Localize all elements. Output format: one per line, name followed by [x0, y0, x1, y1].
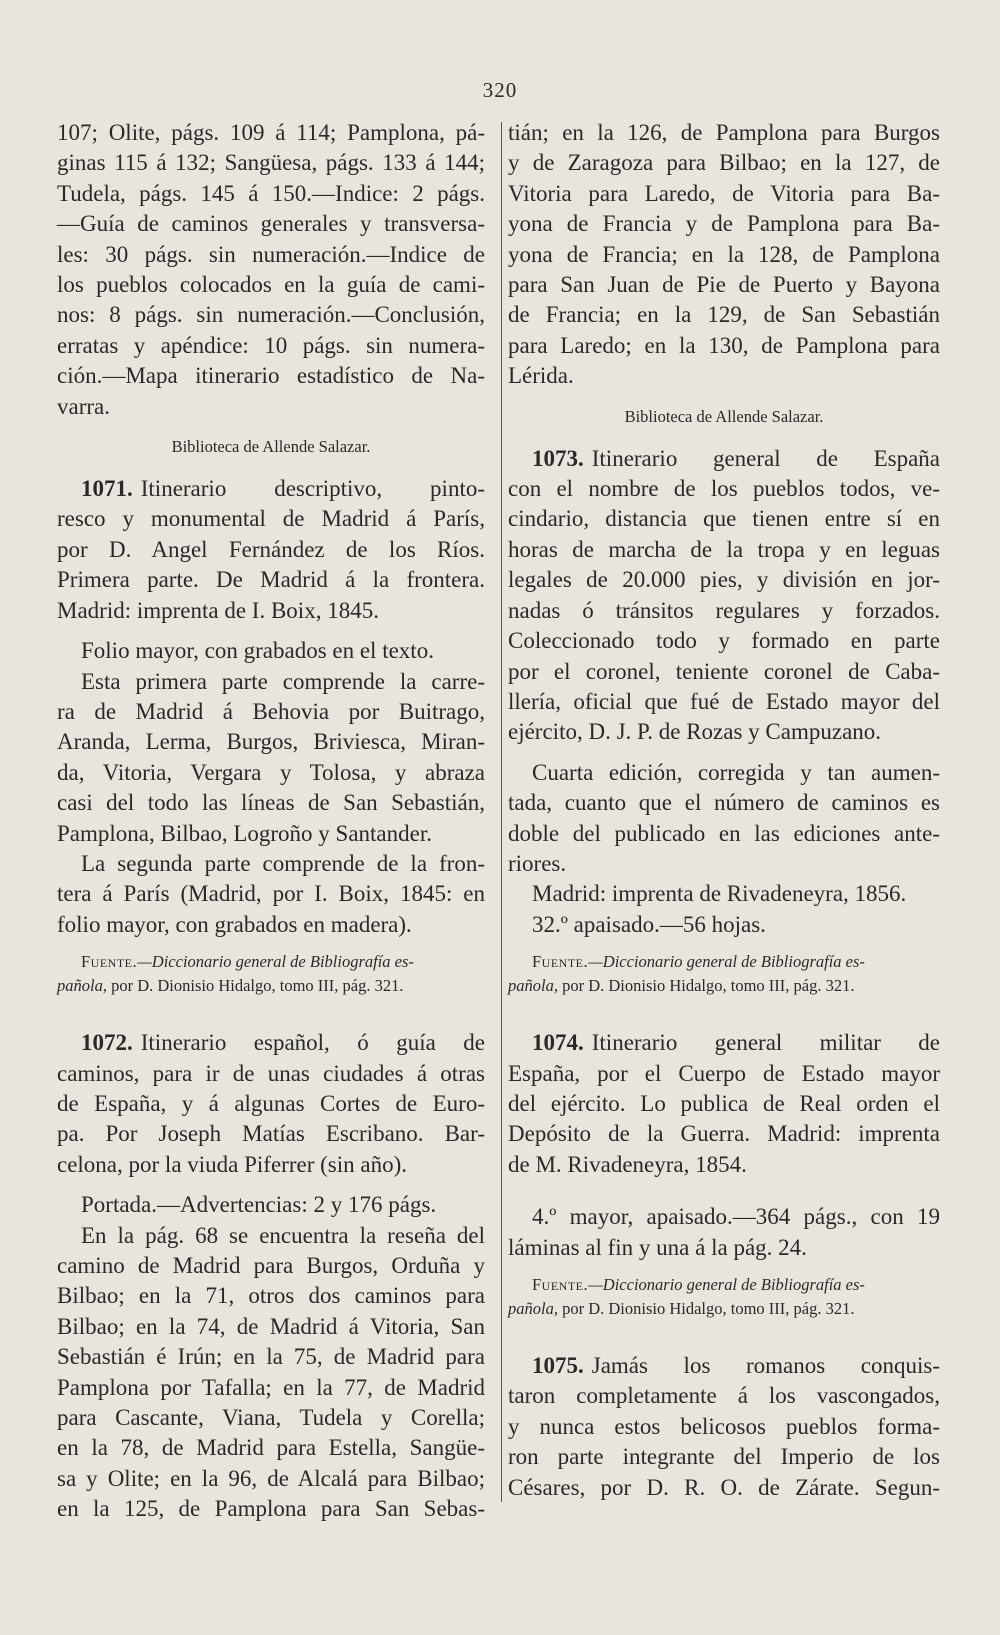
text-line: La segunda parte comprende de la fron- — [81, 850, 485, 876]
source-note: Biblioteca de Allende Salazar. — [624, 406, 824, 426]
text-line: por D. Angel Fernández de los Ríos. — [57, 536, 485, 562]
text-line: Depósito de la Guerra. Madrid: imprenta — [508, 1121, 940, 1147]
text-line: tián; en la 126, de Pamplona para Burgos — [508, 120, 940, 145]
text-line: caminos, para ir de unas ciudades á otras — [57, 1060, 485, 1086]
text-line: yona de Francia y de Pamplona para Ba- — [508, 211, 940, 237]
column-divider — [501, 122, 502, 1502]
entry-number: 1073. — [532, 445, 584, 471]
text-line: erratas y apéndice: 10 págs. sin numera- — [57, 332, 485, 358]
entry-format: Folio mayor, con grabados en el texto. — [81, 638, 434, 664]
text-line: tera á París (Madrid, por I. Boix, 1845: en — [57, 881, 485, 907]
text-line: ejército, D. J. P. de Rozas y Campuzano. — [508, 719, 882, 745]
text-line: cindario, distancia que tienen entre sí en — [508, 506, 940, 532]
text-line: les: 30 págs. sin numeración.—Indice de — [57, 241, 485, 267]
text-line: Aranda, Lerma, Burgos, Briviesca, Miran- — [57, 729, 485, 755]
text-line: casi del todo las líneas de San Sebastián, — [57, 790, 485, 816]
text-line: Primera parte. De Madrid á la frontera. — [57, 567, 485, 593]
text-line: taron completamente á los vascongados, — [508, 1383, 940, 1409]
text-line: da, Vitoria, Vergara y Tolosa, y abraza — [57, 759, 485, 785]
fuente-citation: Fuente.—Diccionario general de Bibliografía es- pañola, por D. Dionisio Hidalgo, tomo III, pág. 321. — [508, 952, 865, 996]
left-column — [57, 118, 485, 1525]
text-line: en la 125, de Pamplona para San Sebas- — [57, 1496, 485, 1522]
text-line: para San Juan de Pie de Puerto y Bayona — [508, 272, 940, 298]
text-line: doble del publicado en las ediciones ante- — [508, 820, 940, 846]
right-column — [508, 118, 940, 1503]
entry-number: 1071. — [81, 476, 133, 502]
text-line: Esta primera parte comprende la carre- — [81, 668, 485, 694]
text-line: ron parte integrante del Imperio de los — [508, 1444, 940, 1470]
text-line: Coleccionado todo y formado en parte — [508, 628, 940, 654]
text-line: horas de marcha de la tropa y en leguas — [508, 536, 940, 562]
text-line: Tudela, págs. 145 á 150.—Indice: 2 págs. — [57, 180, 485, 206]
continuation-text — [57, 118, 485, 422]
entry-1071 — [57, 474, 485, 998]
text-line: 4.º mayor, apaisado.—364 págs., con 19 — [532, 1204, 940, 1230]
text-line: Pamplona por Tafalla; en la 77, de Madrid — [57, 1374, 485, 1400]
text-line: del ejército. Lo publica de Real orden el — [508, 1090, 940, 1116]
source-note: Biblioteca de Allende Salazar. — [171, 437, 371, 457]
text-line: y nunca estos belicosos pueblos forma- — [508, 1413, 940, 1439]
text-line: España, por el Cuerpo de Estado mayor — [508, 1060, 940, 1086]
text-line: Sebastián é Irún; en la 75, de Madrid para — [57, 1344, 485, 1370]
text-line: En la pág. 68 se encuentra la reseña del — [81, 1222, 485, 1248]
text-line: de España, y á algunas Cortes de Euro- — [57, 1090, 485, 1116]
entry-title: Itinerario descriptivo, pinto- — [140, 476, 485, 502]
entry-format: Portada.—Advertencias: 2 y 176 págs. — [81, 1192, 437, 1218]
fuente-citation: Fuente.—Diccionario general de Bibliografía es- pañola, por D. Dionisio Hidalgo, tomo III, pág. 321. — [508, 1275, 865, 1318]
text-line: ra de Madrid á Behovia por Buitrago, — [57, 698, 485, 724]
text-line: Bilbao; en la 71, otros dos caminos para — [57, 1283, 485, 1309]
entry-title: Itinerario general militar de — [591, 1030, 940, 1056]
text-line: sa y Olite; en la 96, de Alcalá para Bilbao; — [57, 1465, 485, 1491]
entry-1074 — [508, 1028, 940, 1321]
entry-number: 1072. — [81, 1030, 133, 1056]
text-line: por el coronel, teniente coronel de Caba- — [508, 658, 940, 684]
text-line: celona, por la viuda Piferrer (sin año). — [57, 1151, 407, 1177]
text-line: pa. Por Joseph Matías Escribano. Bar- — [57, 1121, 485, 1147]
entry-imprint: Madrid: imprenta de Rivadeneyra, 1856. — [532, 881, 907, 907]
entry-title: Jamás los romanos conquis- — [591, 1353, 940, 1378]
text-line: —Guía de caminos generales y transversa- — [57, 211, 485, 237]
text-line: llería, oficial que fué de Estado mayor del — [508, 688, 940, 714]
text-line: legales de 20.000 pies, y división en jor- — [508, 567, 940, 593]
text-line: Césares, por D. R. O. de Zárate. Segun- — [508, 1474, 940, 1500]
text-line: para Cascante, Viana, Tudela y Corella; — [57, 1405, 485, 1431]
entry-title: Itinerario español, ó guía de — [140, 1030, 485, 1056]
text-line: para Laredo; en la 130, de Pamplona para — [508, 332, 940, 358]
entry-number: 1074. — [532, 1030, 584, 1056]
text-line: varra. — [57, 393, 110, 419]
text-line: resco y monumental de Madrid á París, — [57, 506, 485, 532]
text-line: Bilbao; en la 74, de Madrid á Vitoria, San — [57, 1313, 485, 1339]
text-line: ción.—Mapa itinerario estadístico de Na- — [57, 363, 485, 389]
text-line: Lérida. — [508, 363, 574, 389]
fuente-citation: Fuente.—Diccionario general de Bibliografía es- pañola, por D. Dionisio Hidalgo, tomo III, pág. 321. — [57, 952, 414, 996]
entry-1073 — [508, 444, 940, 999]
text-line: Cuarta edición, corregida y tan aumen- — [532, 759, 940, 785]
text-line: nadas ó tránsitos regulares y forzados. — [508, 597, 940, 623]
text-line: folio mayor, con grabados en madera). — [57, 911, 412, 937]
text-line: Madrid: imprenta de I. Boix, 1845. — [57, 597, 379, 623]
text-line: y de Zaragoza para Bilbao; en la 127, de — [508, 150, 940, 176]
text-line: tada, cuanto que el número de caminos es — [508, 790, 940, 816]
text-line: 107; Olite, págs. 109 á 114; Pamplona, pá- — [57, 120, 485, 145]
entry-1075 — [508, 1351, 940, 1503]
text-line: Pamplona, Bilbao, Logroño y Santander. — [57, 820, 432, 846]
text-line: de M. Rivadeneyra, 1854. — [508, 1151, 747, 1177]
text-line: láminas al fin y una á la pág. 24. — [508, 1234, 807, 1260]
page-number: 320 — [482, 78, 518, 102]
text-line: yona de Francia; en la 128, de Pamplona — [508, 241, 940, 267]
text-line: con el nombre de los pueblos todos, ve- — [508, 476, 940, 502]
text-line: riores. — [508, 850, 567, 876]
text-line: en la 78, de Madrid para Estella, Sangüe- — [57, 1435, 485, 1461]
text-line: de Francia; en la 129, de San Sebastián — [508, 302, 940, 328]
text-line: ginas 115 á 132; Sangüesa, págs. 133 á 144; — [57, 150, 485, 176]
entry-format: 32.º apaisado.—56 hojas. — [532, 911, 766, 937]
text-line: los pueblos colocados en la guía de cami- — [57, 272, 485, 298]
entry-title: Itinerario general de España — [591, 445, 940, 471]
text-line: camino de Madrid para Burgos, Orduña y — [57, 1253, 485, 1278]
entry-1072 — [57, 1028, 485, 1525]
entry-number: 1075. — [532, 1353, 584, 1378]
continuation-text — [508, 118, 940, 392]
text-line: Vitoria para Laredo, de Vitoria para Ba- — [508, 180, 940, 206]
text-line: nos: 8 págs. sin numeración.—Conclusión, — [57, 302, 485, 328]
